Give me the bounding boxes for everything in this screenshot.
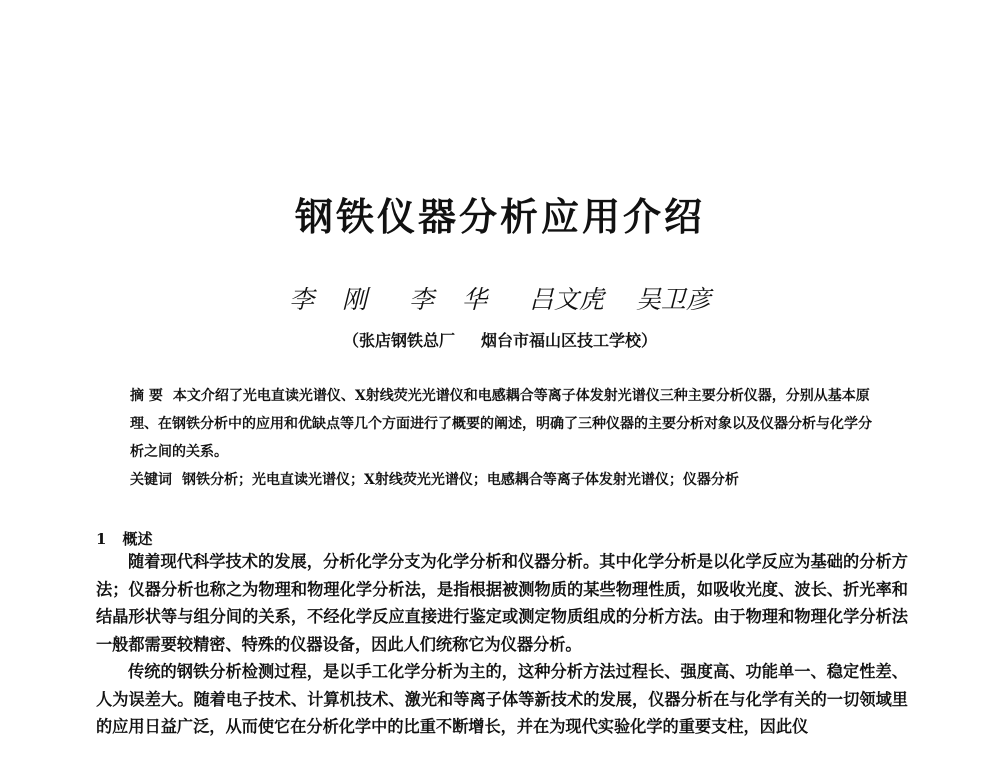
body-text bbox=[96, 548, 908, 741]
affiliation bbox=[0, 328, 1000, 351]
author-name: 李 华 bbox=[409, 285, 497, 314]
section-heading bbox=[96, 528, 152, 549]
author-name: 吕文虎 bbox=[528, 285, 604, 314]
keywords bbox=[130, 468, 880, 492]
section-title: 概述 bbox=[122, 530, 153, 548]
author-list bbox=[0, 280, 1000, 316]
abstract-label: 摘 要 bbox=[130, 388, 163, 404]
abstract-text: 本文介绍了光电直读光谱仪、X射线荧光光谱仪和电感耦合等离子体发射光谱仪三种主要分析仪器，分别从基本原理、在钢铁分析中的应用和优缺点等几个方面进行了概要的阐述，明确了三种仪器的主要分析对象以及仪器分析与化学分析之间的关系。 bbox=[130, 388, 872, 460]
affiliation-name: （张店钢铁总厂 bbox=[342, 331, 455, 350]
keywords-text: 钢铁分析；光电直读光谱仪；X射线荧光光谱仪；电感耦合等离子体发射光谱仪；仪器分析 bbox=[182, 472, 739, 488]
abstract bbox=[130, 382, 880, 466]
paragraph: 随着现代科学技术的发展，分析化学分支为化学分析和仪器分析。其中化学分析是以化学反应为基础的分析方法；仪器分析也称之为物理和物理化学分析法，是指根据被测物质的某些物理性质，如吸收光度、波长、折光率和结晶形状等与组分间的关系，不经化学反应直接进行鉴定或测定物质组成的分析方法。由于物理和物理化学分析法一般都需要较精密、特殊的仪器设备，因此人们统称它为仪器分析。 bbox=[96, 552, 908, 654]
paragraph: 传统的钢铁分析检测过程，是以手工化学分析为主的，这种分析方法过程长、强度高、功能单一、稳定性差、人为误差大。随着电子技术、计算机技术、激光和等离子体等新技术的发展，仪器分析在与化学有关的一切领域里的应用日益广泛，从而使它在分析化学中的比重不断增长，并在为现代实验化学的重要支柱，因此仪 bbox=[96, 662, 908, 736]
paper-title: 钢铁仪器分析应用介绍 bbox=[294, 195, 705, 239]
section-number: 1 bbox=[96, 530, 107, 548]
author-name: 吴卫彦 bbox=[635, 285, 711, 314]
keywords-label: 关键词 bbox=[130, 472, 172, 488]
affiliation-name: 烟台市福山区技工学校） bbox=[481, 331, 658, 350]
author-name: 李 刚 bbox=[289, 285, 378, 314]
